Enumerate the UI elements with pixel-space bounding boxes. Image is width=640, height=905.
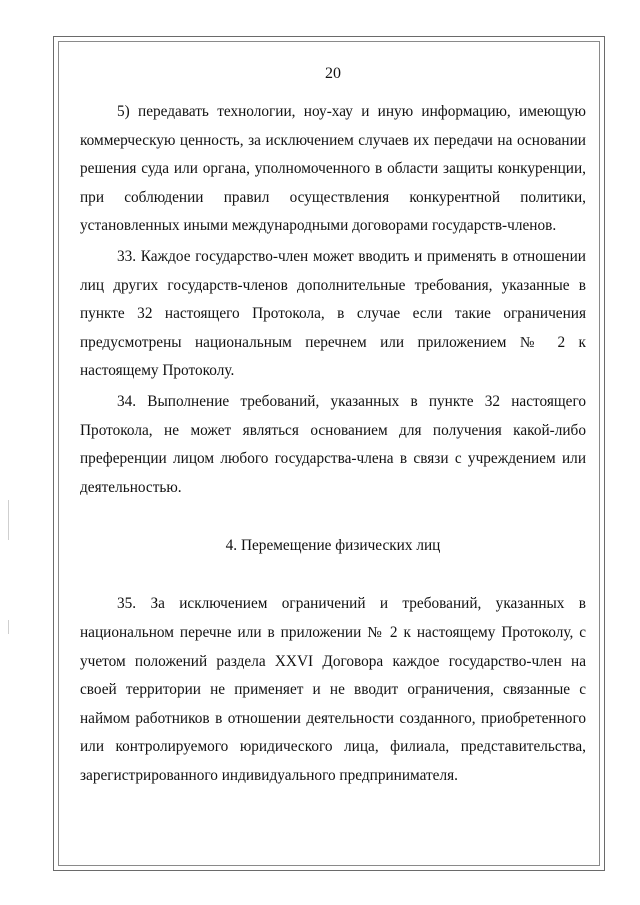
paragraph-33: 33. Каждое государство-член может вводить и применять в отношении лиц других государств-членов дополнительные требования, указанные в пункте 32 настоящего Протокола, в случае если такие ограничения предусмотрены национальным перечнем или приложением № 2 к настоящему Протоколу. xyxy=(80,247,586,380)
scan-edge-mark xyxy=(8,620,9,634)
paragraph-34: 34. Выполнение требований, указанных в пункте 32 настоящего Протокола, не может являться основанием для получения какой-либо преференции лицом любого государства-члена в связи с учреждением или деятельностью. xyxy=(80,392,586,496)
paragraph-35: 35. За исключением ограничений и требований, указанных в национальном перечне или в приложении № 2 к настоящему Протоколу, с учетом положений раздела XXVI Договора каждое государство-член на своей территории не применяет и не вводит ограничения, связанные с наймом работников в отношении деятельности созданного, приобретенного или контролируемого юридического лица, филиала, представительства, зарегистрированного индивидуального предпринимателя. xyxy=(80,595,586,784)
section-heading: 4. Перемещение физических лиц xyxy=(225,537,441,555)
document-body xyxy=(80,64,586,790)
page-number: 20 xyxy=(325,65,341,82)
scan-edge-mark xyxy=(8,500,9,540)
paragraph-item-5: 5) передавать технологии, ноу-хау и иную информацию, имеющую коммерческую ценность, за исключением случаев их передачи на основании решения суда или органа, уполномоченного в области защиты конкуренции, при соблюдении правил осуществления конкурентной политики, установленных иными международными договорами государств-членов. xyxy=(80,103,586,235)
